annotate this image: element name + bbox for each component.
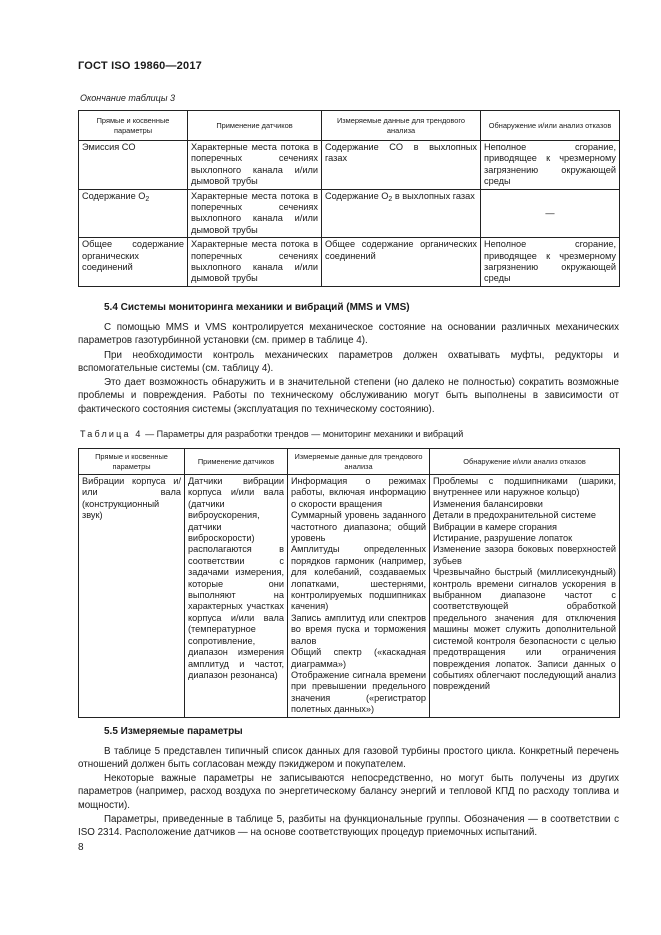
table3-caption: Окончание таблицы 3 (80, 93, 175, 103)
table-cell (322, 189, 481, 238)
paragraph: При необходимости контроль механических параметров должен охватывать муфты, редукторы и вспомогательные системы (см. таблицу 4). (78, 350, 619, 375)
table-cell: Общее содержание органических соединений (79, 238, 188, 287)
table3-header-cell: Измеряемые данные для трендового анализа (322, 111, 481, 141)
cell-line: Общий спектр («каскадная диаграмма») (291, 647, 426, 669)
cell-line: Истирание, разрушение лопаток (433, 533, 573, 544)
table3-header-row (79, 111, 620, 141)
table4-header-cell: Измеряемые данные для трендового анализа (288, 449, 430, 475)
table3-header-cell: Прямые и косвенные параметры (79, 111, 188, 141)
table4-caption-label: Таблица 4 (80, 429, 143, 439)
table4-caption (80, 429, 463, 439)
table3-header-cell: Обнаружение и/или анализ отказов (481, 111, 620, 141)
table-cell (288, 475, 430, 718)
cell-line: Запись амплитуд или спектров во время пуска и торможения валов (291, 612, 426, 646)
paragraph: Параметры, приведенные в таблице 5, разбиты на функциональные группы. Обозначения — в соответствии с ISO 2314. Расположение датчиков — на основе соответствующих процедур приемочных испытаний. (78, 814, 619, 839)
table-cell: Характерные места потока в поперечных сечениях выхлопного канала и/или дымовой трубы (188, 189, 322, 238)
table-cell: Вибрации корпуса и/или вала (конструкционный звук) (79, 475, 185, 718)
table-cell: Содержание CO в выхлопных газах (322, 141, 481, 190)
table-row (79, 475, 620, 718)
subscript: 2 (388, 195, 393, 203)
cell-text: Содержание O (325, 190, 389, 201)
section-5-4-title: 5.4 Системы мониторинга механики и вибраций (MMS и VMS) (104, 302, 410, 313)
table-cell: Неполное сгорание, приводящее к чрезмерному загрязнению окружающей среды (481, 238, 620, 287)
cell-line: Вибрации в камере сгорания (433, 521, 558, 532)
cell-line: Отображение сигнала времени при превышении предельного значения («регистратор полетных данных») (291, 669, 426, 715)
cell-line: Изменения балансировки (433, 498, 543, 509)
paragraph: С помощью MMS и VMS контролируется механическое состояние на основании различных механических параметров газотурбинной установки (см. пример в таблице 4). (78, 322, 619, 347)
table-row (79, 141, 620, 190)
paragraph: Некоторые важные параметры не записываются непосредственно, но могут быть получены из других параметров (например, расход воздуха по энергетическому балансу энергий и тепловой КПД по расходу топлива и мощности). (78, 773, 619, 811)
table-cell (430, 475, 620, 718)
table-cell: Неполное сгорание, приводящее к чрезмерному загрязнению окружающей среды (481, 141, 620, 190)
cell-line: Суммарный уровень заданного частотного диапазона; общий уровень (291, 510, 426, 544)
cell-line: Амплитуды определенных порядков гармоник (например, для колебаний, создаваемых лопатками, шестернями, контролируемых подшипниках качения) (291, 544, 426, 612)
cell-line: Детали в предохранительной системе (433, 510, 596, 521)
cell-line: Информация о режимах работы, включая информацию о скорости вращения (291, 476, 426, 509)
table-cell: — (481, 189, 620, 238)
page-number: 8 (78, 842, 84, 853)
table-cell: Датчики вибрации корпуса и/или вала (датчики виброускорения, датчики виброскорости) располагаются в соответствии с задачами измерения, которые они выполняют на характерных участках корпуса и/или вала (температурное сопротивление, диапазон измерения амплитуд и частот, диапазон резонанса) (185, 475, 288, 718)
table4-header-row (79, 449, 620, 475)
table-cell (79, 189, 188, 238)
table-row (79, 238, 620, 287)
table-cell: Эмиссия CO (79, 141, 188, 190)
document-header: ГОСТ ISO 19860—2017 (78, 60, 202, 72)
table4-header-cell: Прямые и косвенные параметры (79, 449, 185, 475)
table-row (79, 189, 620, 238)
table4-header-cell: Обнаружение и/или анализ отказов (430, 449, 620, 475)
table4-caption-text: — Параметры для разработки трендов — мониторинг механики и вибраций (142, 429, 464, 439)
cell-line: Чрезвычайно быстрый (миллисекундный) контроль времени сигналов ускорения в выбранном диапазоне частот с соответствующей обработкой предельного значения для отключения машины может служить дополнительной системой контроля безопасности с целью предотвращения или ограничения повреждения лопаток. Записи данных о событиях облегчают последующий анализ повреждений (433, 567, 616, 692)
cell-text: в выхлопных газах (392, 190, 475, 201)
paragraph: Это дает возможность обнаружить и в значительной степени (но далеко не полностью) сократить возможные проблемы и повреждения. Работы по техническому обслуживанию могут быть выполнены в зависимости от фактического состояния системы (эксплуатация по техническому состоянию). (78, 377, 619, 415)
table-3 (78, 110, 620, 287)
table-cell: Характерные места потока в поперечных сечениях выхлопного канала и/или дымовой трубы (188, 141, 322, 190)
cell-line: Изменение зазора боковых поверхностей зубьев (433, 544, 616, 566)
cell-text: Содержание O (82, 190, 146, 201)
section-5-5-title: 5.5 Измеряемые параметры (104, 726, 243, 737)
paragraph: В таблице 5 представлен типичный список данных для газовой турбины простого цикла. Конкретный перечень отношений должен быть согласован между пэкиджером и покупателем. (78, 746, 619, 771)
table-4 (78, 448, 620, 718)
table3-header-cell: Применение датчиков (188, 111, 322, 141)
cell-line: Проблемы с подшипниками (шарики, внутреннее или наружное кольцо) (433, 476, 616, 498)
subscript: 2 (145, 195, 150, 203)
table-cell: Характерные места потока в поперечных сечениях выхлопного канала и/или дымовой трубы (188, 238, 322, 287)
table4-header-cell: Применение датчиков (185, 449, 288, 475)
table-cell: Общее содержание органических соединений (322, 238, 481, 287)
